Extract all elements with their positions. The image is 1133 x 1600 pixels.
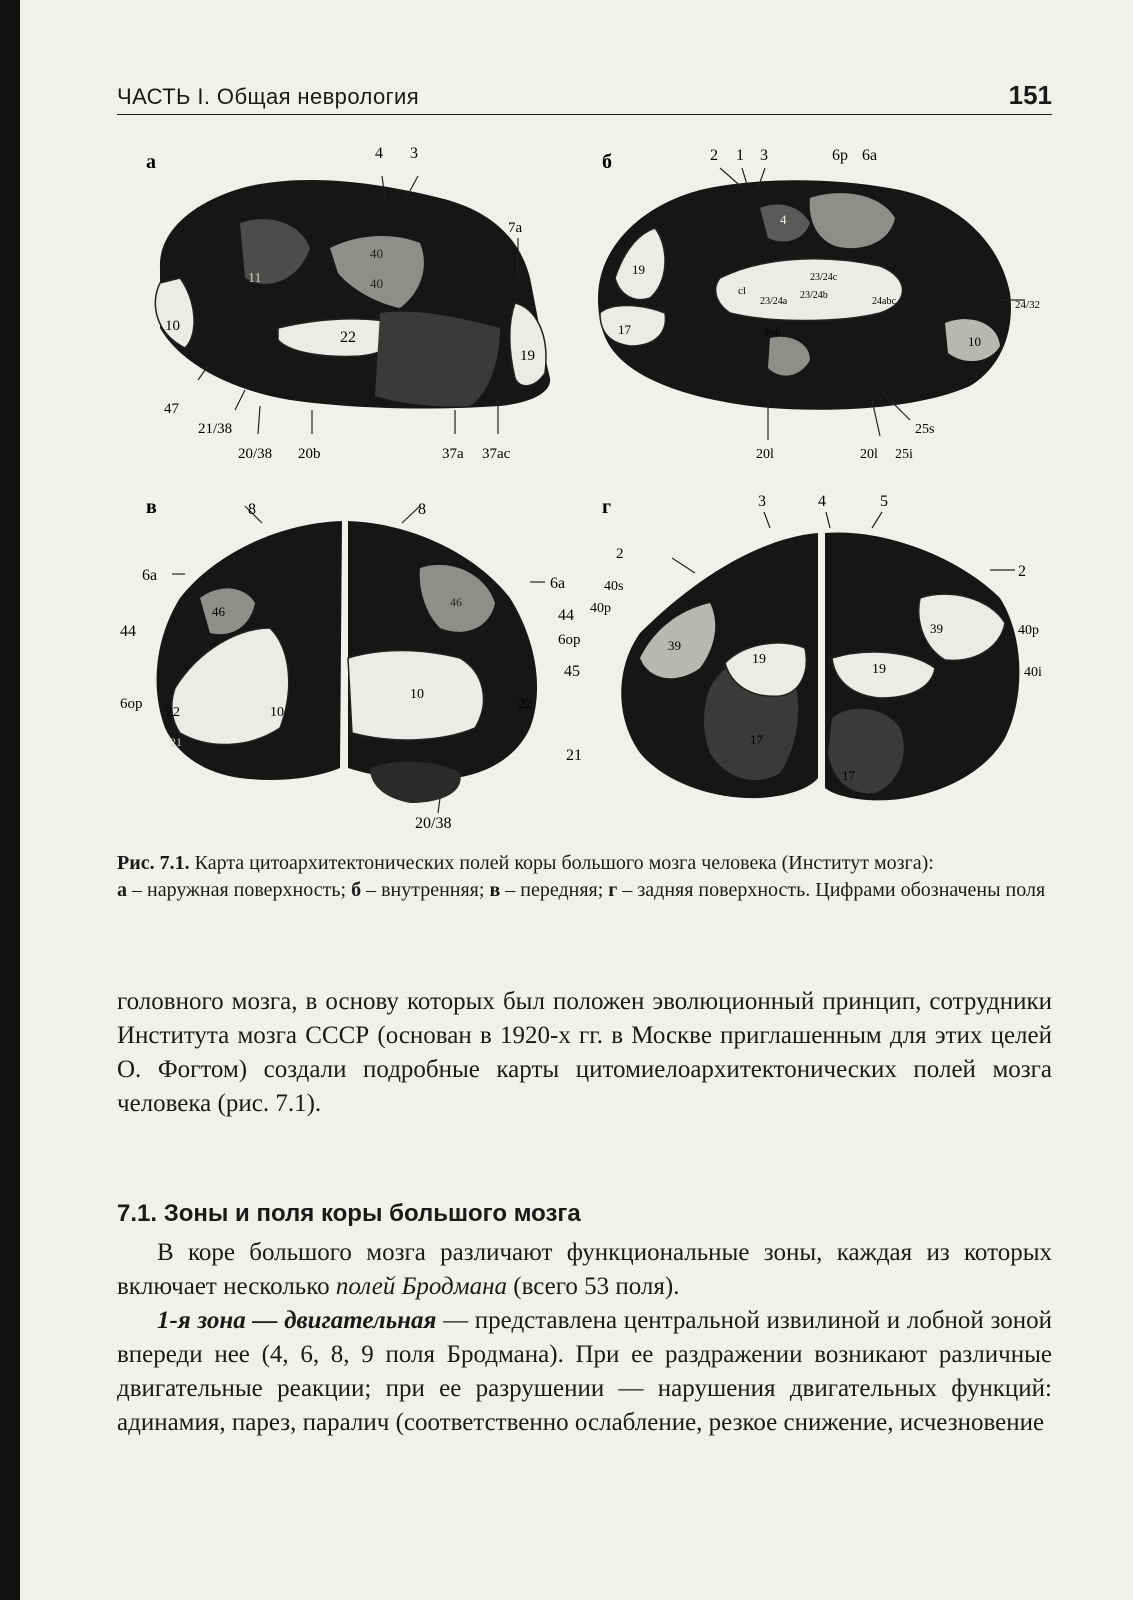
panel-v	[120, 496, 582, 832]
panel-b-label-20l: 20l	[756, 447, 774, 462]
panel-a-label-19: 19	[520, 348, 535, 364]
panel-a-label-3: 3	[410, 145, 418, 162]
panel-v-label-46-right: 46	[450, 595, 462, 609]
panel-a-leader-2138	[235, 390, 245, 410]
panel-g-label-40p-right: 40p	[1018, 623, 1039, 638]
panel-g-letter: г	[602, 496, 612, 518]
panel-b-label-2: 2	[710, 147, 718, 164]
panel-b-label-6a: 6a	[862, 147, 878, 164]
panel-a-label-11: 11	[248, 271, 262, 286]
caption-key-a: а	[117, 879, 127, 901]
caption-text-b: внутренняя;	[381, 879, 485, 901]
panel-g-leader-4	[826, 512, 830, 528]
panel-a	[146, 145, 550, 462]
panel-v-label-20-38: 20/38	[415, 815, 452, 832]
running-head: ЧАСТЬ I. Общая неврология	[117, 84, 420, 109]
caption-dash: –	[132, 879, 142, 901]
panel-g-label-2-right: 2	[1018, 563, 1026, 580]
panel-b-label-psb: Psb	[765, 327, 781, 339]
panel-v-label-10-left: 10	[270, 705, 284, 720]
panel-v-label-6op-left: 6op	[120, 696, 143, 712]
panel-b-label-23-24a: 23/24a	[760, 296, 788, 307]
panel-b-label-20l-b: 20l	[860, 447, 878, 462]
panel-v-label-44-left: 44	[120, 623, 136, 640]
panel-b-label-4: 4	[780, 212, 787, 227]
panel-b	[598, 147, 1040, 462]
paragraph-3-zone-term: 1-я зона — двигательная	[157, 1307, 437, 1334]
panel-v-label-8-right: 8	[418, 501, 426, 518]
panel-b-label-6p: 6p	[832, 147, 848, 164]
caption-text-g: задняя поверхность.	[637, 879, 811, 901]
panel-a-label-37ac: 37ac	[482, 446, 511, 462]
panel-b-label-24abc: 24abc	[872, 296, 896, 307]
panel-v-label-46-left: 46	[212, 604, 225, 619]
panel-a-label-40b: 40	[370, 276, 383, 291]
panel-a-label-22: 22	[340, 329, 356, 346]
panel-g-label-5: 5	[880, 493, 888, 510]
panel-g-label-19-left: 19	[752, 652, 766, 667]
caption-dash: –	[622, 879, 633, 901]
panel-v-label-21-right: 21	[566, 747, 582, 764]
panel-a-letter: а	[146, 151, 156, 173]
panel-g-label-40p-left: 40p	[590, 601, 611, 616]
panel-v-label-6a-left: 6a	[142, 567, 158, 584]
page-number: 151	[1008, 80, 1052, 110]
panel-v-label-6a-right: 6a	[550, 575, 566, 592]
page-header	[117, 80, 1052, 115]
figure-caption	[117, 850, 1052, 904]
panel-b-label-cl: cl	[738, 285, 746, 297]
panel-v-label-10-right: 10	[410, 687, 424, 702]
panel-a-label-20-38: 20/38	[238, 446, 273, 462]
panel-a-label-20b: 20b	[298, 446, 321, 462]
caption-tail: Цифрами обозначены поля	[815, 879, 1046, 901]
caption-dash: –	[366, 879, 377, 901]
panel-a-field-19	[510, 303, 546, 386]
caption-key-g: г	[608, 879, 618, 901]
panel-g-label-17-right: 17	[842, 768, 855, 783]
panel-g	[590, 493, 1042, 800]
panel-b-label-19: 19	[632, 262, 645, 277]
panel-a-label-40a: 40	[370, 246, 383, 261]
panel-g-leader-3	[764, 512, 770, 528]
panel-v-label-6op-right: 6op	[558, 632, 581, 648]
panel-b-label-23-24c: 23/24c	[810, 272, 838, 283]
panel-a-label-21-38: 21/38	[198, 421, 233, 437]
panel-g-leader-2-left	[672, 558, 695, 573]
panel-g-label-2-left: 2	[616, 546, 624, 562]
figure-brain-map	[120, 128, 1055, 840]
paragraph-2-start: В коре большого мозга различают функциональные зоны, каждая из которых включает несколько	[117, 1239, 1052, 1300]
paragraph-3-rest: — представлена центральной извилиной и лобной зоной впереди нее (4, 6, 8, 9 поля Бродмана). При ее раздражении возникают различные двигательные реакции; при ее разрушении — нарушения двигательных функций: адинамия, парез, паралич (соответственно ослабление, резкое снижение, исчезновение	[117, 1307, 1052, 1436]
paragraph-2	[117, 1236, 1052, 1304]
panel-a-label-4: 4	[375, 145, 383, 162]
panel-g-label-40i: 40i	[1024, 665, 1042, 680]
panel-g-label-39-right: 39	[930, 621, 943, 636]
panel-g-label-39-left: 39	[668, 638, 681, 653]
panel-v-label-45: 45	[564, 663, 580, 680]
caption-fig-label: Рис. 7.1.	[117, 852, 190, 874]
panel-a-label-7a: 7a	[508, 220, 523, 236]
panel-g-label-3: 3	[758, 493, 766, 510]
paragraph-2-end: (всего 53 поля).	[513, 1273, 680, 1300]
panel-g-label-40s: 40s	[604, 579, 624, 594]
panel-v-field-20-38	[370, 762, 461, 803]
panel-b-label-23-24b: 23/24b	[800, 290, 828, 301]
panel-a-label-10: 10	[165, 318, 180, 334]
panel-b-label-25i: 25i	[895, 447, 913, 462]
panel-b-letter: б	[602, 151, 612, 173]
panel-b-label-3: 3	[760, 147, 768, 164]
panel-b-label-25s: 25s	[915, 422, 935, 437]
panel-g-label-17-left: 17	[750, 732, 763, 747]
panel-a-label-37a: 37a	[442, 446, 464, 462]
panel-g-label-4: 4	[818, 493, 826, 510]
panel-b-label-17: 17	[618, 322, 631, 337]
panel-b-label-10: 10	[968, 334, 981, 349]
panel-b-label-24-32: 24/32	[1015, 299, 1041, 311]
panel-g-label-19-right: 19	[872, 662, 886, 677]
panel-v-label-8-left: 8	[248, 501, 256, 518]
caption-text-a: наружная поверхность;	[147, 879, 347, 901]
panel-v-label-21-left: 21	[170, 735, 182, 749]
panel-a-leader-2038	[258, 406, 260, 434]
panel-v-letter: в	[146, 496, 157, 518]
caption-key-v: в	[489, 879, 501, 901]
scan-edge	[0, 0, 20, 1600]
caption-dash: –	[505, 879, 516, 901]
caption-title: Карта цитоархитектонических полей коры большого мозга человека (Институт мозга):	[194, 852, 934, 874]
panel-v-label-22-left: 22	[166, 705, 180, 720]
panel-v-right-hemisphere	[348, 521, 537, 780]
panel-a-field-37	[375, 312, 500, 407]
panel-v-label-22-right: 22	[518, 697, 532, 712]
caption-text-v: передняя;	[520, 879, 604, 901]
panel-g-leader-5	[872, 512, 882, 528]
brain-map-illustration	[120, 128, 1055, 840]
panel-b-label-1: 1	[736, 147, 744, 164]
paragraph-1: головного мозга, в основу которых был положен эволюционный принцип, сотрудники Института мозга СССР (основан в 1920-х гг. в Москве приглашенным для этих целей О. Фогтом) создали подробные карты цитомиелоархитектонических полей мозга человека (рис. 7.1).	[117, 988, 1052, 1117]
paragraph-2-brodmann-fields: полей Бродмана	[335, 1273, 508, 1300]
caption-key-b: б	[351, 879, 362, 901]
panel-v-label-44-right: 44	[558, 607, 574, 624]
panel-v-leader-20-38	[438, 798, 440, 813]
section-heading: 7.1. Зоны и поля коры большого мозга	[117, 1200, 581, 1227]
paragraph-3	[117, 1304, 1052, 1440]
panel-a-label-47: 47	[164, 401, 179, 417]
